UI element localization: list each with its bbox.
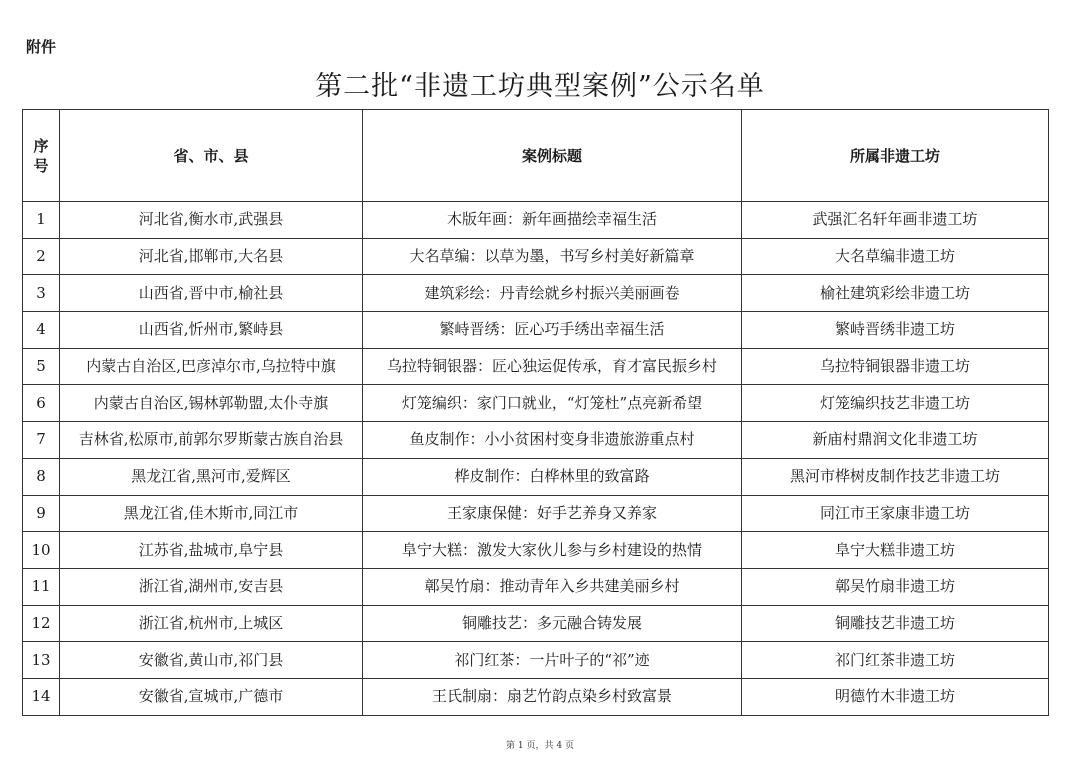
cell-serial-number: 4 [23, 312, 60, 349]
table-row [23, 385, 1049, 422]
table-row [23, 532, 1049, 569]
cell-workshop: 繁峙晋绣非遗工坊 [742, 312, 1049, 349]
header-location: 省、市、县 [60, 110, 363, 202]
cell-location: 河北省,邯郸市,大名县 [60, 238, 363, 275]
table-row [23, 422, 1049, 459]
header-serial-number: 序号 [23, 110, 60, 202]
cell-serial-number: 2 [23, 238, 60, 275]
cell-case-title: 灯笼编织：家门口就业，“灯笼杜”点亮新希望 [363, 385, 742, 422]
table-row [23, 202, 1049, 239]
table-header-row [23, 110, 1049, 202]
cell-location: 江苏省,盐城市,阜宁县 [60, 532, 363, 569]
cell-workshop: 武强汇名轩年画非遗工坊 [742, 202, 1049, 239]
cell-location: 山西省,忻州市,繁峙县 [60, 312, 363, 349]
cell-case-title: 祁门红茶：一片叶子的“祁”迹 [363, 642, 742, 679]
cell-serial-number: 9 [23, 495, 60, 532]
cell-location: 浙江省,湖州市,安吉县 [60, 568, 363, 605]
document-title: 第二批“非遗工坊典型案例”公示名单 [315, 71, 765, 102]
cell-location: 浙江省,杭州市,上城区 [60, 605, 363, 642]
cell-serial-number: 7 [23, 422, 60, 459]
cell-workshop: 灯笼编织技艺非遗工坊 [742, 385, 1049, 422]
cell-location: 山西省,晋中市,榆社县 [60, 275, 363, 312]
table-row [23, 605, 1049, 642]
cell-workshop: 鄣吴竹扇非遗工坊 [742, 568, 1049, 605]
table-row [23, 642, 1049, 679]
cell-workshop: 新庙村鼎润文化非遗工坊 [742, 422, 1049, 459]
cell-case-title: 大名草编：以草为墨，书写乡村美好新篇章 [363, 238, 742, 275]
page-footer: 第 1 页，共 4 页 [506, 741, 574, 751]
table-row [23, 678, 1049, 715]
cell-workshop: 同江市王家康非遗工坊 [742, 495, 1049, 532]
cell-case-title: 木版年画：新年画描绘幸福生活 [363, 202, 742, 239]
table-row [23, 312, 1049, 349]
cell-location: 河北省,衡水市,武强县 [60, 202, 363, 239]
cell-serial-number: 6 [23, 385, 60, 422]
cell-serial-number: 3 [23, 275, 60, 312]
table-row [23, 458, 1049, 495]
cell-location: 吉林省,松原市,前郭尔罗斯蒙古族自治县 [60, 422, 363, 459]
cell-location: 内蒙古自治区,巴彦淖尔市,乌拉特中旗 [60, 348, 363, 385]
table-row [23, 348, 1049, 385]
cell-case-title: 王氏制扇：扇艺竹韵点染乡村致富景 [363, 678, 742, 715]
cell-case-title: 铜雕技艺：多元融合铸发展 [363, 605, 742, 642]
cell-serial-number: 14 [23, 678, 60, 715]
table-row [23, 495, 1049, 532]
cell-workshop: 榆社建筑彩绘非遗工坊 [742, 275, 1049, 312]
attachment-label: 附件 [26, 38, 57, 56]
cell-location: 内蒙古自治区,锡林郭勒盟,太仆寺旗 [60, 385, 363, 422]
cell-serial-number: 11 [23, 568, 60, 605]
cell-workshop: 祁门红茶非遗工坊 [742, 642, 1049, 679]
cell-serial-number: 12 [23, 605, 60, 642]
header-workshop: 所属非遗工坊 [742, 110, 1049, 202]
cell-serial-number: 13 [23, 642, 60, 679]
cell-serial-number: 5 [23, 348, 60, 385]
cell-case-title: 鄣吴竹扇：推动青年入乡共建美丽乡村 [363, 568, 742, 605]
cell-location: 黑龙江省,佳木斯市,同江市 [60, 495, 363, 532]
table-row [23, 275, 1049, 312]
cell-case-title: 繁峙晋绣：匠心巧手绣出幸福生活 [363, 312, 742, 349]
cell-case-title: 乌拉特铜银器：匠心独运促传承，育才富民振乡村 [363, 348, 742, 385]
header-case-title: 案例标题 [363, 110, 742, 202]
cell-serial-number: 10 [23, 532, 60, 569]
cell-serial-number: 1 [23, 202, 60, 239]
cell-case-title: 桦皮制作：白桦林里的致富路 [363, 458, 742, 495]
cell-case-title: 鱼皮制作：小小贫困村变身非遗旅游重点村 [363, 422, 742, 459]
cell-case-title: 王家康保健：好手艺养身又养家 [363, 495, 742, 532]
cell-location: 黑龙江省,黑河市,爱辉区 [60, 458, 363, 495]
case-list-table [22, 109, 1049, 716]
cell-case-title: 阜宁大糕：激发大家伙儿参与乡村建设的热情 [363, 532, 742, 569]
cell-case-title: 建筑彩绘：丹青绘就乡村振兴美丽画卷 [363, 275, 742, 312]
cell-workshop: 明德竹木非遗工坊 [742, 678, 1049, 715]
cell-workshop: 大名草编非遗工坊 [742, 238, 1049, 275]
cell-location: 安徽省,黄山市,祁门县 [60, 642, 363, 679]
table-row [23, 238, 1049, 275]
cell-workshop: 铜雕技艺非遗工坊 [742, 605, 1049, 642]
cell-serial-number: 8 [23, 458, 60, 495]
cell-workshop: 乌拉特铜银器非遗工坊 [742, 348, 1049, 385]
cell-workshop: 阜宁大糕非遗工坊 [742, 532, 1049, 569]
cell-location: 安徽省,宣城市,广德市 [60, 678, 363, 715]
cell-workshop: 黑河市桦树皮制作技艺非遗工坊 [742, 458, 1049, 495]
table-row [23, 568, 1049, 605]
